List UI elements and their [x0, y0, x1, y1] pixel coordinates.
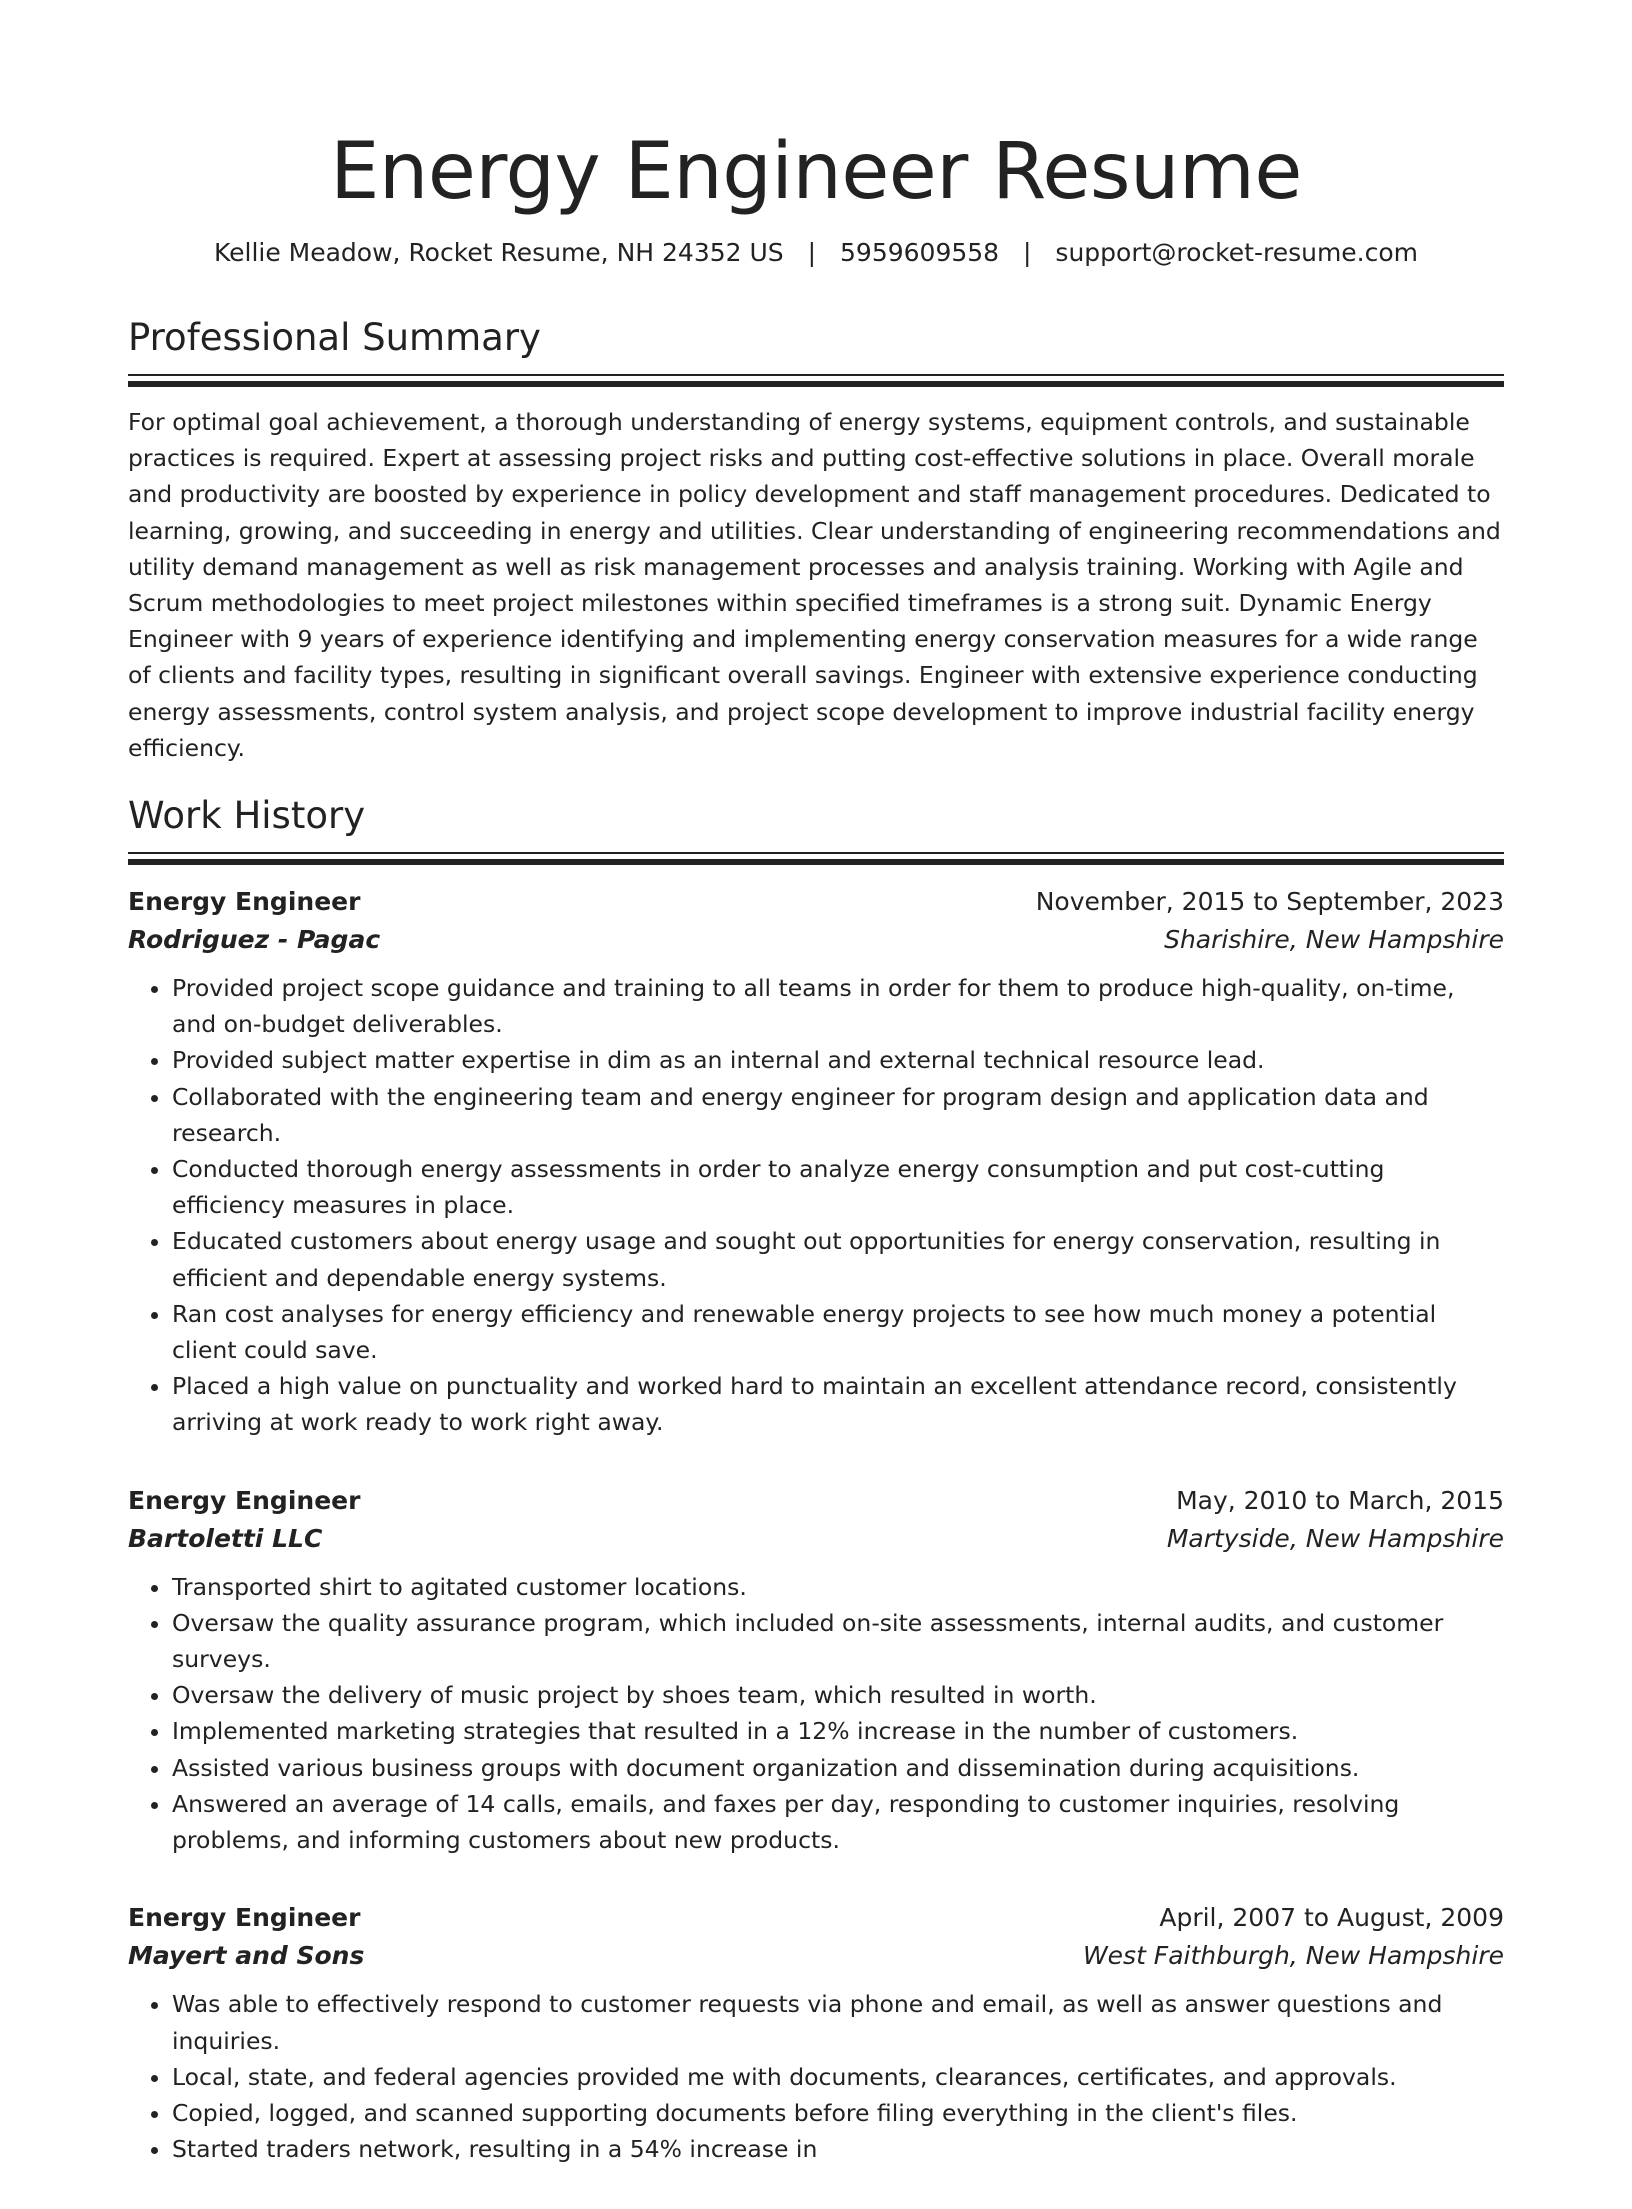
list-item: • Collaborated with the engineering team and energy engineer for program design and application data and research. — [172, 1079, 1504, 1151]
job-entry — [128, 1483, 1504, 1859]
job-company-row — [128, 1936, 1504, 1976]
job-duties-list — [128, 970, 1504, 1441]
job-entry — [128, 1900, 1504, 2167]
job-title-row — [128, 884, 1504, 920]
list-item: • Ran cost analyses for energy efficiency and renewable energy projects to see how much money a potential client could save. — [172, 1296, 1504, 1368]
job-dates: November, 2015 to September, 2023 — [1035, 887, 1504, 917]
job-company: Bartoletti LLC — [128, 1523, 323, 1553]
list-item: • Assisted various business groups with document organization and dissemination during acquisitions. — [172, 1750, 1504, 1786]
list-item: • Started traders network, resulting in a 54% increase in — [172, 2131, 1504, 2167]
section-divider — [128, 374, 1504, 376]
contact-email: support@rocket-resume.com — [1055, 238, 1419, 267]
job-company-row — [128, 1519, 1504, 1559]
job-company: Rodriguez - Pagac — [128, 925, 381, 955]
list-item: • Copied, logged, and scanned supporting documents before filing everything in the client's files. — [172, 2095, 1504, 2131]
job-company: Mayert and Sons — [128, 1941, 365, 1971]
job-title: Energy Engineer — [128, 1485, 361, 1515]
job-company-row — [128, 920, 1504, 960]
job-title: Energy Engineer — [128, 1903, 361, 1933]
contact-separator: | — [1023, 238, 1032, 267]
list-item: • Provided project scope guidance and training to all teams in order for them to produce high-quality, on-time, and on-budget deliverables. — [172, 970, 1504, 1042]
professional-summary-section — [128, 314, 1504, 766]
job-title: Energy Engineer — [128, 887, 361, 917]
list-item: • Educated customers about energy usage and sought out opportunities for energy conservation, resulting in efficient and dependable energy systems. — [172, 1223, 1504, 1295]
list-item: • Transported shirt to agitated customer locations. — [172, 1569, 1504, 1605]
list-item: • Oversaw the quality assurance program, which included on-site assessments, internal audits, and customer surveys. — [172, 1605, 1504, 1677]
section-heading-summary: Professional Summary — [128, 316, 541, 359]
work-history-section — [128, 792, 1504, 2167]
contact-line — [128, 236, 1504, 270]
job-location: Sharishire, New Hampshire — [1164, 925, 1504, 955]
list-item: • Was able to effectively respond to customer requests via phone and email, as well as answer questions and inquiries. — [172, 1986, 1504, 2058]
list-item: • Local, state, and federal agencies provided me with documents, clearances, certificates, and approvals. — [172, 2059, 1504, 2095]
job-location: West Faithburgh, New Hampshire — [1082, 1941, 1504, 1971]
job-duties-list — [128, 1569, 1504, 1859]
resume-page — [128, 0, 1504, 2209]
job-duties-list — [128, 1986, 1504, 2167]
job-dates: May, 2010 to March, 2015 — [1176, 1485, 1504, 1515]
list-item: • Oversaw the delivery of music project by shoes team, which resulted in worth. — [172, 1677, 1504, 1713]
job-location: Martyside, New Hampshire — [1166, 1523, 1504, 1553]
job-title-row — [128, 1483, 1504, 1519]
list-item: • Conducted thorough energy assessments in order to analyze energy consumption and put cost-cutting efficiency measures in place. — [172, 1151, 1504, 1223]
job-entry — [128, 884, 1504, 1441]
contact-separator: | — [807, 238, 817, 267]
job-dates: April, 2007 to August, 2009 — [1159, 1903, 1504, 1933]
resume-title: Energy Engineer Resume — [330, 127, 1302, 217]
section-heading-work: Work History — [128, 794, 366, 838]
contact-address: Kellie Meadow, Rocket Resume, NH 24352 US — [213, 238, 784, 267]
list-item: • Answered an average of 14 calls, emails, and faxes per day, responding to customer inquiries, resolving problems, and informing customers about new products. — [172, 1786, 1504, 1858]
contact-phone: 5959609558 — [840, 238, 1000, 267]
list-item: • Implemented marketing strategies that resulted in a 12% increase in the number of customers. — [172, 1713, 1504, 1749]
summary-text: For optimal goal achievement, a thorough understanding of energy systems, equipment controls, and sustainable practices is required. Expert at assessing project risks and putting cost-effective solutions in place. Overall morale and productivity are boosted by experience in policy development and staff management procedures. Dedicated to learning, growing, and succeeding in energy and utilities. Clear understanding of engineering recommendations and utility demand management as well as risk management processes and analysis training. Working with Agile and Scrum methodologies to meet project milestones within specified timeframes is a strong suit. Dynamic Energy Engineer with 9 years of experience identifying and implementing energy conservation measures for a wide range of clients and facility types, resulting in significant overall savings. Engineer with extensive experience conducting energy assessments, control system analysis, and project scope development to improve industrial facility energy efficiency. — [128, 408, 1501, 762]
list-item: • Placed a high value on punctuality and worked hard to maintain an excellent attendance record, consistently arriving at work ready to work right away. — [172, 1368, 1504, 1440]
job-title-row — [128, 1900, 1504, 1936]
job-list — [128, 884, 1504, 2167]
section-divider — [128, 852, 1504, 854]
list-item: • Provided subject matter expertise in dim as an internal and external technical resource lead. — [172, 1042, 1504, 1078]
